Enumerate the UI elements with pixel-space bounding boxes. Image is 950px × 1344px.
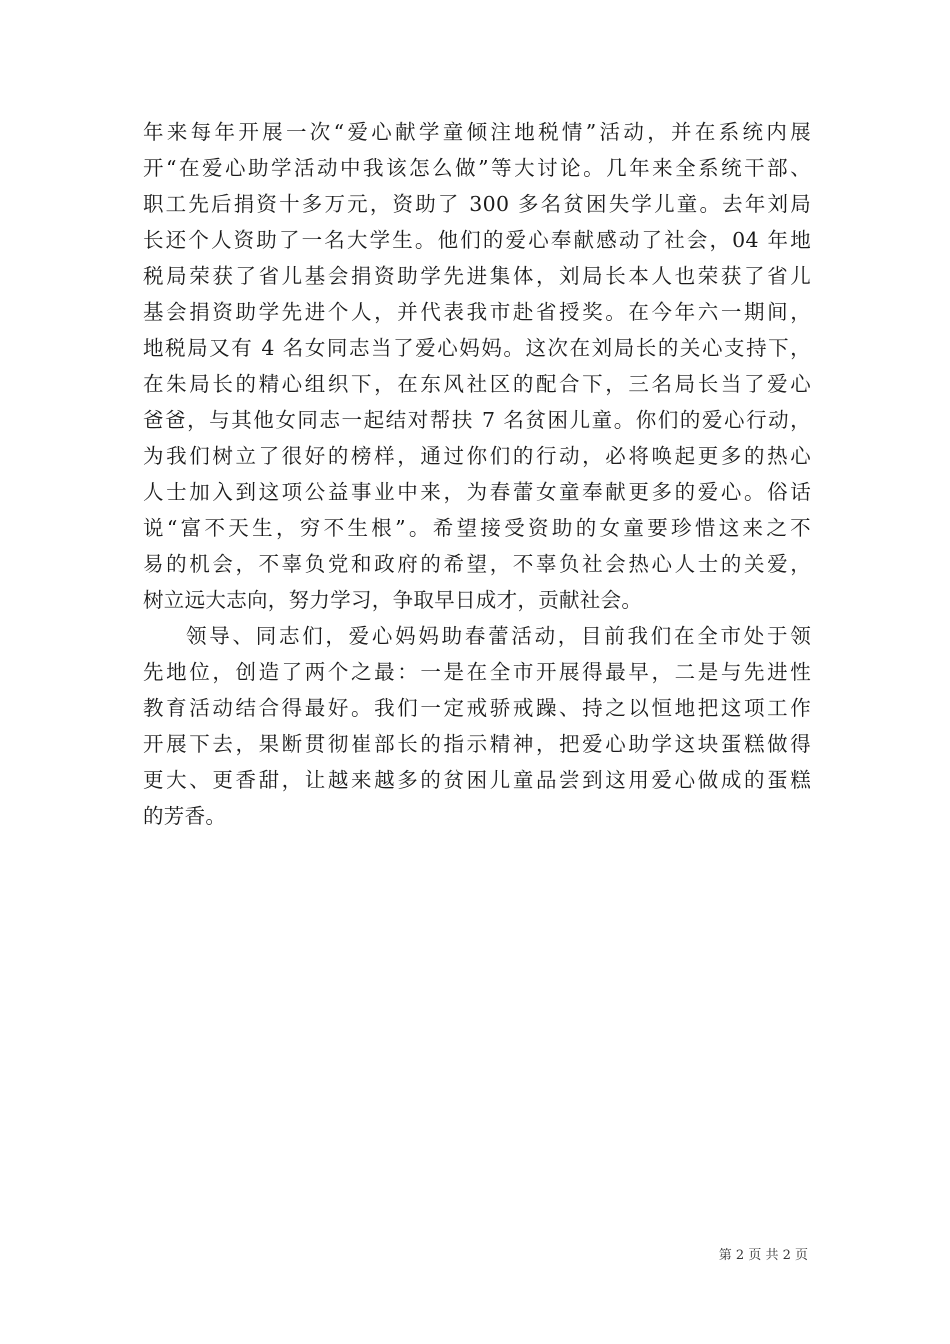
page-indicator: 第 2 页 共 2 页 <box>718 1248 808 1263</box>
text-line: 开展下去，果断贯彻崔部长的指示精神，把爱心助学这块蛋糕做得 <box>143 732 811 756</box>
text-line: 易的机会，不辜负党和政府的希望，不辜负社会热心人士的关爱， <box>143 552 811 576</box>
text-line: 说“富不天生，穷不生根”。希望接受资助的女童要珍惜这来之不 <box>143 516 811 540</box>
body-text <box>143 114 811 834</box>
text-line: 更大、更香甜，让越来越多的贫困儿童品尝到这用爱心做成的蛋糕 <box>143 768 811 792</box>
text-line: 开“在爱心助学活动中我该怎么做”等大讨论。几年来全系统干部、 <box>143 156 811 180</box>
text-line: 长还个人资助了一名大学生。他们的爱心奉献感动了社会，04 年地 <box>143 228 811 252</box>
text-line: 为我们树立了很好的榜样，通过你们的行动，必将唤起更多的热心 <box>143 444 811 468</box>
text-line: 爸爸，与其他女同志一起结对帮扶 7 名贫困儿童。你们的爱心行动， <box>143 408 811 432</box>
text-line: 人士加入到这项公益事业中来，为春蕾女童奉献更多的爱心。俗话 <box>143 480 811 504</box>
paragraph-1 <box>143 114 811 618</box>
text-line: 在朱局长的精心组织下，在东风社区的配合下，三名局长当了爱心 <box>143 372 811 396</box>
text-line: 树立远大志向，努力学习，争取早日成才，贡献社会。 <box>143 588 643 612</box>
text-line: 职工先后捐资十多万元，资助了 300 多名贫困失学儿童。去年刘局 <box>143 192 811 216</box>
paragraph-2 <box>143 618 811 834</box>
text-line: 年来每年开展一次“爱心献学童倾注地税情”活动，并在系统内展 <box>143 120 811 144</box>
text-line: 地税局又有 4 名女同志当了爱心妈妈。这次在刘局长的关心支持下， <box>143 336 811 360</box>
text-line: 的芳香。 <box>143 804 227 828</box>
text-line: 教育活动结合得最好。我们一定戒骄戒躁、持之以恒地把这项工作 <box>143 696 811 720</box>
text-line: 领导、同志们，爱心妈妈助春蕾活动，目前我们在全市处于领 <box>186 624 811 648</box>
text-line: 先地位，创造了两个之最：一是在全市开展得最早，二是与先进性 <box>143 660 811 684</box>
text-line: 基会捐资助学先进个人，并代表我市赴省授奖。在今年六一期间， <box>143 300 811 324</box>
text-line: 税局荣获了省儿基会捐资助学先进集体，刘局长本人也荣获了省儿 <box>143 264 811 288</box>
